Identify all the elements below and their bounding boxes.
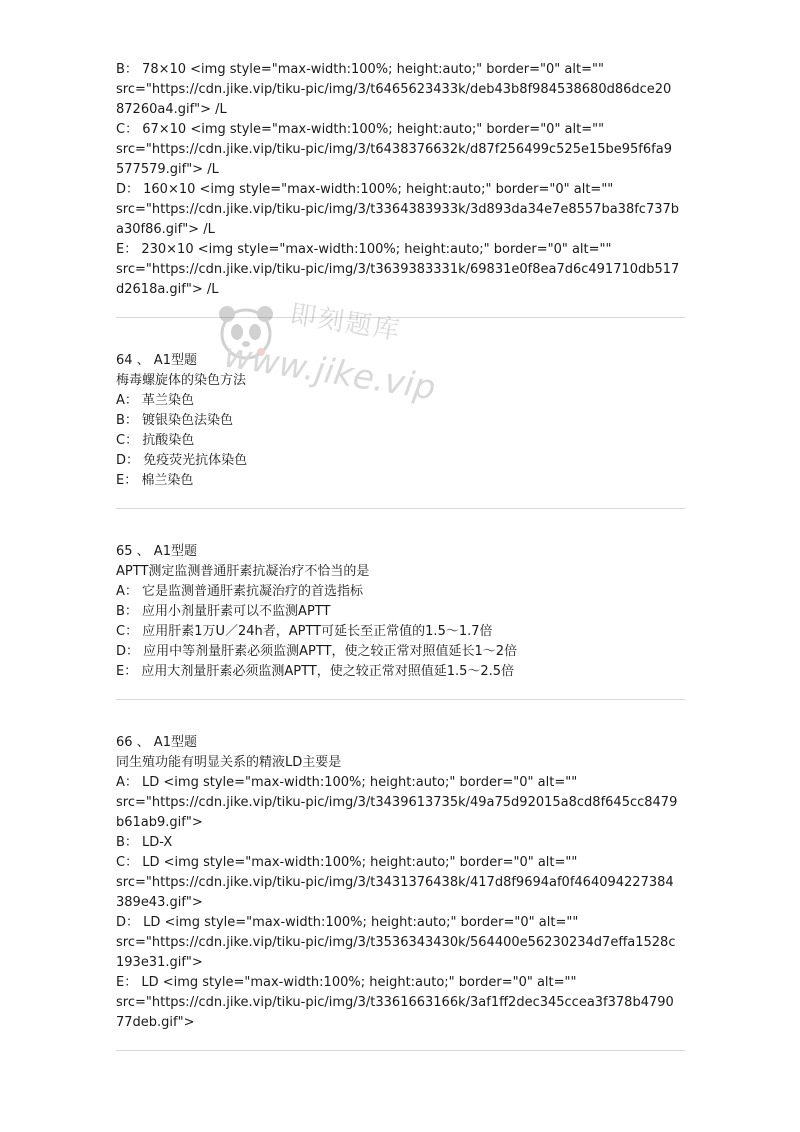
divider <box>116 317 685 318</box>
text-line: src="https://cdn.jike.vip/tiku-pic/img/3/t3361663166k/3af1ff2dec345ccea3f378b4790 <box>116 995 674 1010</box>
option-b: B： 应用小剂量肝素可以不监测APTT <box>116 604 331 619</box>
question-header: 66 、 A1型题 <box>116 735 197 750</box>
text-line: 193e31.gif"> <box>116 955 203 970</box>
text-line: 77deb.gif"> <box>116 1015 195 1030</box>
text-line: src="https://cdn.jike.vip/tiku-pic/img/3/t3364383933k/3d893da34e7e8557ba38fc737b <box>116 202 680 217</box>
question-stem: APTT测定监测普通肝素抗凝治疗不恰当的是 <box>116 564 370 579</box>
option-d: D： 免疫荧光抗体染色 <box>116 453 248 468</box>
text-line: a30f86.gif"> /L <box>116 222 215 237</box>
question-65 <box>116 542 686 682</box>
question-header: 65 、 A1型题 <box>116 544 197 559</box>
divider <box>116 1050 685 1051</box>
option-a: A： LD <img style="max-width:100%; height:auto;" border="0" alt="" <box>116 775 578 790</box>
question-header: 64 、 A1型题 <box>116 353 197 368</box>
option-d: D： LD <img style="max-width:100%; height:auto;" border="0" alt="" <box>116 915 579 930</box>
option-d: D： 应用中等剂量肝素必须监测APTT，使之较正常对照值延长1～2倍 <box>116 644 518 659</box>
option-c: C： 抗酸染色 <box>116 433 195 448</box>
option-c: C： 应用肝素1万U／24h者，APTT可延长至正常值的1.5～1.7倍 <box>116 624 493 639</box>
text-line: E： 230×10 <img style="max-width:100%; height:auto;" border="0" alt="" <box>116 242 612 257</box>
divider <box>116 699 685 700</box>
option-b: B： LD-X <box>116 835 173 850</box>
prev-question-options <box>116 60 686 300</box>
option-c: C： LD <img style="max-width:100%; height:auto;" border="0" alt="" <box>116 855 578 870</box>
option-a: A： 它是监测普通肝素抗凝治疗的首选指标 <box>116 584 364 599</box>
text-line: 577579.gif"> /L <box>116 162 219 177</box>
text-line: 389e43.gif"> <box>116 895 203 910</box>
text-line: src="https://cdn.jike.vip/tiku-pic/img/3/t6438376632k/d87f256499c525e15be95f6fa9 <box>116 142 672 157</box>
text-line: B： 78×10 <img style="max-width:100%; height:auto;" border="0" alt="" <box>116 62 604 77</box>
text-line: src="https://cdn.jike.vip/tiku-pic/img/3/t3439613735k/49a75d92015a8cd8f645cc8479 <box>116 795 678 810</box>
text-line: src="https://cdn.jike.vip/tiku-pic/img/3/t6465623433k/deb43b8f984538680d86dce20 <box>116 82 672 97</box>
text-line: D： 160×10 <img style="max-width:100%; height:auto;" border="0" alt="" <box>116 182 614 197</box>
watermark-url: www.jike.vip <box>221 335 439 409</box>
divider <box>116 508 685 509</box>
option-a: A： 革兰染色 <box>116 393 195 408</box>
question-66 <box>116 733 686 1033</box>
option-b: B： 镀银染色法染色 <box>116 413 234 428</box>
text-line: b61ab9.gif"> <box>116 815 203 830</box>
text-line: C： 67×10 <img style="max-width:100%; height:auto;" border="0" alt="" <box>116 122 605 137</box>
question-stem: 同生殖功能有明显关系的精液LD主要是 <box>116 755 342 770</box>
text-line: 87260a4.gif"> /L <box>116 102 227 117</box>
text-line: src="https://cdn.jike.vip/tiku-pic/img/3/t3639383331k/69831e0f8ea7d6c491710db517 <box>116 262 680 277</box>
text-line: src="https://cdn.jike.vip/tiku-pic/img/3/t3536343430k/564400e56230234d7effa1528c <box>116 935 676 950</box>
question-stem: 梅毒螺旋体的染色方法 <box>116 373 247 388</box>
option-e: E： 应用大剂量肝素必须监测APTT，使之较正常对照值延1.5～2.5倍 <box>116 664 515 679</box>
document-page <box>116 60 686 1051</box>
text-line: src="https://cdn.jike.vip/tiku-pic/img/3/t3431376438k/417d8f9694af0f464094227384 <box>116 875 674 890</box>
question-64 <box>116 351 686 491</box>
text-line: d2618a.gif"> /L <box>116 282 219 297</box>
watermark-brand: 即刻题库 <box>287 299 404 347</box>
option-e: E： 棉兰染色 <box>116 473 194 488</box>
option-e: E： LD <img style="max-width:100%; height:auto;" border="0" alt="" <box>116 975 577 990</box>
